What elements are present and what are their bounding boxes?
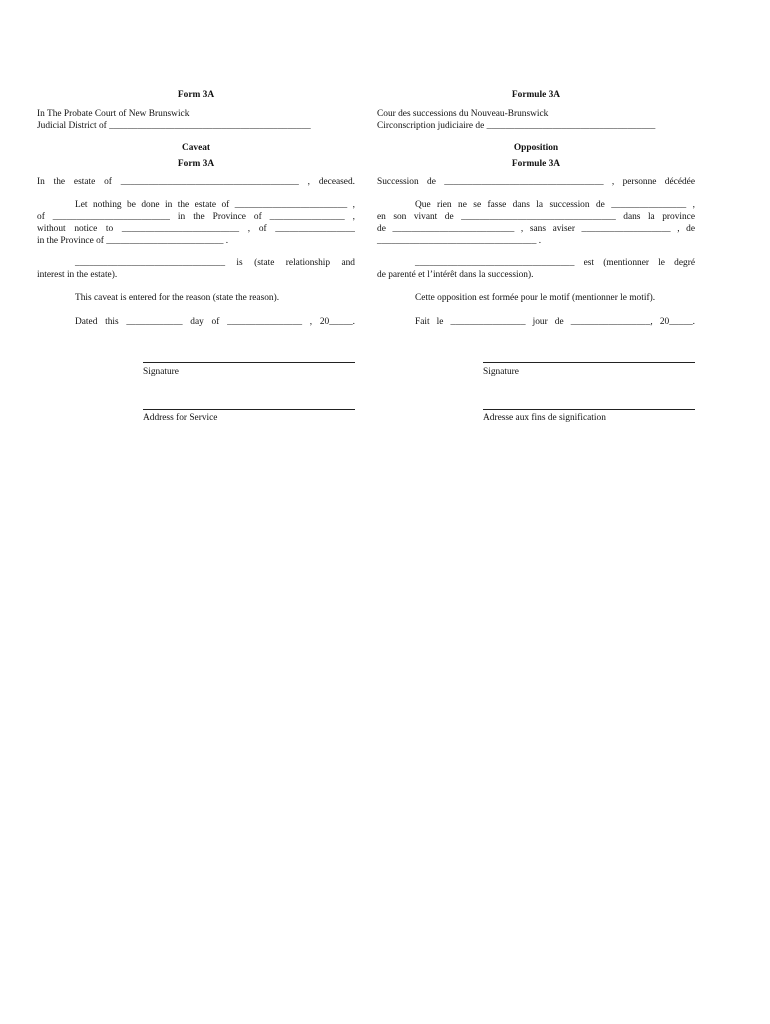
let-nothing-paragraph: [377, 199, 695, 247]
address-rule: [483, 409, 695, 410]
relationship-paragraph: [377, 257, 695, 281]
signature-label: Signature: [143, 367, 179, 377]
reason-line: This caveat is entered for the reason (state the reason).: [75, 293, 280, 303]
signature-rule: [143, 362, 355, 363]
relationship-line-2: de parenté et l’intérêt dans la succession).: [377, 270, 534, 280]
relationship-line-1: __________________________________ est (mentionner le degré: [415, 258, 695, 268]
estate-line: Succession de __________________________________ , personne décédée: [377, 177, 695, 187]
let-line-4: __________________________________ .: [377, 236, 542, 246]
let-line-2: of _________________________ in the Province of ________________ ,: [37, 212, 355, 222]
judicial-district-line: Judicial District of ___________________________________________: [37, 121, 311, 131]
court-name: In The Probate Court of New Brunswick: [37, 109, 190, 119]
let-line-1: Let nothing be done in the estate of ________________________ ,: [75, 200, 355, 210]
let-line-1: Que rien ne se fasse dans la succession de ________________ ,: [415, 200, 695, 210]
signature-label: Signature: [483, 367, 519, 377]
relationship-paragraph: [37, 257, 355, 281]
form-title: Formule 3A: [511, 90, 561, 100]
relationship-line-1: ________________________________ is (state relationship and: [75, 258, 355, 268]
form-subtitle: Formule 3A: [511, 159, 561, 169]
address-rule: [143, 409, 355, 410]
reason-line: Cette opposition est formée pour le motif (mentionner le motif).: [415, 293, 656, 303]
form-subtitle: Form 3A: [177, 159, 215, 169]
signature-rule: [483, 362, 695, 363]
dated-line: Dated this ____________ day of ________________ , 20_____.: [75, 317, 355, 327]
let-line-3: de __________________________ , sans aviser ___________________ , de: [377, 224, 695, 234]
judicial-district-line: Circonscription judiciaire de ____________________________________: [377, 121, 656, 131]
let-line-3: without notice to _________________________ , of _________________: [37, 224, 355, 234]
let-line-4: in the Province of _________________________ .: [37, 236, 229, 246]
form-title: Form 3A: [177, 90, 215, 100]
let-nothing-paragraph: [37, 199, 355, 247]
dated-line: Fait le ________________ jour de _________________, 20_____.: [415, 317, 695, 327]
let-line-2: en son vivant de _________________________________ dans la province: [377, 212, 695, 222]
opposition-heading: Opposition: [513, 143, 559, 153]
court-name: Cour des successions du Nouveau-Brunswick: [377, 109, 549, 119]
caveat-heading: Caveat: [181, 143, 211, 153]
address-label: Address for Service: [143, 413, 218, 423]
estate-line: In the estate of ______________________________________ , deceased.: [37, 177, 355, 187]
address-label: Adresse aux fins de signification: [483, 413, 606, 423]
relationship-line-2: interest in the estate).: [37, 270, 118, 280]
